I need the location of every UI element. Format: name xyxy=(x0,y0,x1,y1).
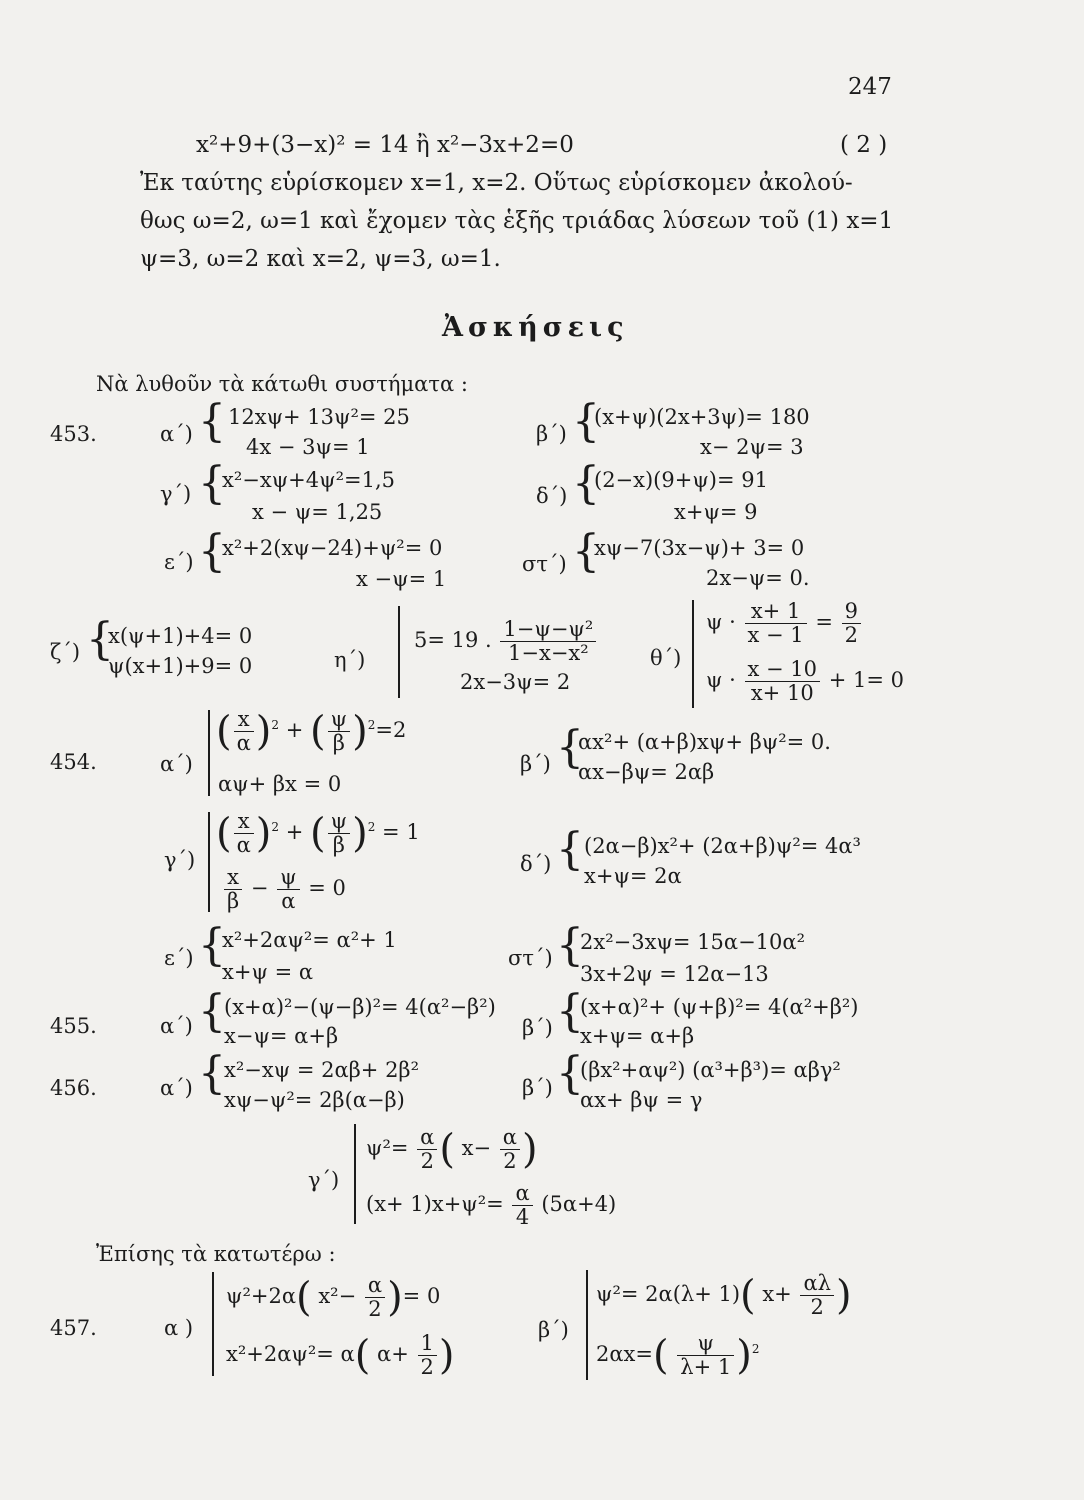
frac-den: 2 xyxy=(368,1297,382,1322)
brace: { xyxy=(198,396,226,447)
eq-456b-1: (βx²+αψ²) (α³+β³)= αβγ² xyxy=(580,1058,841,1082)
brace xyxy=(354,1124,358,1224)
eq-455a-1: (x+α)²−(ψ−β)²= 4(α²−β²) xyxy=(224,995,496,1019)
eq-453b-1: (x+ψ)(2x+3ψ)= 180 xyxy=(594,405,810,429)
brace: { xyxy=(198,986,226,1037)
brace xyxy=(208,812,212,912)
label-zeta: ζ΄) xyxy=(50,640,81,664)
eq-457a-2: x²+2αψ²= α( α+ $\frac{1}{2}$ ) xyxy=(226,1331,455,1380)
frac-den: λ+ 1 xyxy=(680,1355,732,1380)
eq-457b-2: 2αx=( $\frac{\psi}{\lambda+ 1}$ )$^2$ xyxy=(596,1331,760,1380)
label-beta: β΄) xyxy=(520,752,551,776)
frac-psi: ψ xyxy=(328,810,350,834)
eq-453h-den: 1−x−x² xyxy=(508,641,589,666)
eq-454a-1: ( $\frac{x}{\alpha}$ )$^2$ + ( $\frac{\psi}{\beta}$ )$^2$=2 xyxy=(216,707,407,756)
label-beta: β΄) xyxy=(522,1076,553,1100)
brace: { xyxy=(198,458,226,509)
exercise-number: 456. xyxy=(50,1076,97,1100)
frac-psi: ψ xyxy=(328,708,350,732)
eq-453th-2 xyxy=(706,658,904,705)
brace: { xyxy=(198,920,226,971)
sq: 2 xyxy=(271,820,280,835)
frac-num: αλ xyxy=(800,1272,834,1296)
eq-457b-1: ψ²= 2α(λ+ 1)( x+ $\frac{\alpha\lambda}{2}$ ) xyxy=(596,1271,852,1320)
eq-453th-eq: = xyxy=(815,610,833,635)
frac-beta: β xyxy=(227,889,240,914)
also-text: Ἐπίσης τὰ κατωτέρω : xyxy=(96,1242,336,1266)
eq-453th-rden: 2 xyxy=(844,623,859,648)
plus: + xyxy=(285,820,304,845)
eq-455a-2: x−ψ= α+β xyxy=(224,1024,339,1048)
eq-lhs: 2αx= xyxy=(596,1342,653,1367)
eq-lhs: ψ²+2α xyxy=(226,1284,297,1309)
label-delta: δ΄) xyxy=(520,852,552,876)
frac-den: 2 xyxy=(810,1295,824,1320)
eq-453d-1: (2−x)(9+ψ)= 91 xyxy=(594,468,768,492)
label-alpha: α ) xyxy=(164,1316,194,1340)
brace: { xyxy=(86,614,114,665)
frac-num: α xyxy=(512,1182,532,1206)
frac-num: α xyxy=(417,1126,437,1150)
intro-line-3: ψ=3, ω=2 καὶ x=2, ψ=3, ω=1. xyxy=(140,246,501,272)
eq-rhs: = 0 xyxy=(402,1284,441,1309)
frac-den: 2 xyxy=(420,1149,434,1174)
eq-453th-den1: x − 1 xyxy=(747,623,804,648)
label-epsilon: ε΄) xyxy=(164,550,194,574)
brace: { xyxy=(198,1048,226,1099)
eq-453st-2: 2x−ψ= 0. xyxy=(706,566,810,590)
eq-453g-2: x − ψ= 1,25 xyxy=(252,500,383,524)
eq-453h-2: 2x−3ψ= 2 xyxy=(460,670,571,694)
frac-beta: β xyxy=(332,833,345,858)
intro-equation: x²+9+(3−x)² = 14 ἢ x²−3x+2=0 xyxy=(196,132,574,158)
eq-453th-rhs: + 1= 0 xyxy=(828,668,904,693)
frac-beta: β xyxy=(332,731,345,756)
eq-455b-1: (x+α)²+ (ψ+β)²= 4(α²+β²) xyxy=(580,995,859,1019)
eq-454a-2: αψ+ βx = 0 xyxy=(218,772,342,796)
page-number: 247 xyxy=(848,74,892,100)
eq-rhs: = 1 xyxy=(382,820,420,845)
frac-x: x xyxy=(224,866,242,890)
intro-line-2: θως ω=2, ω=1 καὶ ἔχομεν τὰς ἑξῆς τριάδας λύσεων τοῦ (1) x=1 xyxy=(140,208,894,234)
eq-453a-1: 12xψ+ 13ψ²= 25 xyxy=(228,405,410,429)
eq-453b-2: x− 2ψ= 3 xyxy=(700,435,804,459)
eq-453g-1: x²−xψ+4ψ²=1,5 xyxy=(222,468,396,492)
label-beta: β΄) xyxy=(538,1318,569,1342)
label-beta: β΄) xyxy=(522,1016,553,1040)
eq-453th-rnum: 9 xyxy=(842,600,861,624)
eq-456g-2 xyxy=(366,1182,616,1229)
eq-453e-1: x²+2(xψ−24)+ψ²= 0 xyxy=(222,536,443,560)
eq-term: x+ xyxy=(762,1282,792,1307)
eq-453z-1: x(ψ+1)+4= 0 xyxy=(108,624,253,648)
eq-456a-1: x²−xψ = 2αβ+ 2β² xyxy=(224,1058,419,1082)
brace xyxy=(208,710,212,796)
brace xyxy=(398,606,402,698)
exercise-number: 454. xyxy=(50,750,97,774)
eq-453h-num: 1−ψ−ψ² xyxy=(500,618,596,642)
frac-num: 1 xyxy=(418,1332,437,1356)
brace xyxy=(212,1272,216,1376)
intro-line-1: Ἐκ ταύτης εὑρίσκομεν x=1, x=2. Οὕτως εὑρίσκομεν ἀκολού- xyxy=(140,170,853,196)
eq-453h-lhs: 5= 19 . xyxy=(414,628,492,653)
eq-453z-2: ψ(x+1)+9= 0 xyxy=(108,654,253,678)
frac-alpha: α xyxy=(236,833,251,858)
eq-453d-2: x+ψ= 9 xyxy=(674,500,758,524)
eq-454d-2: x+ψ= 2α xyxy=(584,864,682,888)
brace: { xyxy=(572,526,600,577)
frac-x: x xyxy=(234,708,254,732)
exercises-heading: Ἀσκήσεις xyxy=(442,312,629,343)
eq-453th-psi: ψ · xyxy=(706,610,736,635)
eq-454g-2 xyxy=(222,866,346,913)
eq-453e-2: x −ψ= 1 xyxy=(356,567,447,591)
eq-term: α+ xyxy=(377,1342,409,1367)
instructions: Νὰ λυθοῦν τὰ κάτωθι συστήματα : xyxy=(96,372,468,396)
label-delta: δ΄) xyxy=(536,484,568,508)
frac-den: 4 xyxy=(515,1205,530,1230)
eq-lhs: ψ²= xyxy=(366,1136,409,1161)
label-gamma: γ΄) xyxy=(164,848,196,872)
eq-453h-1 xyxy=(414,618,598,665)
eq-453th-psi: ψ · xyxy=(706,668,736,693)
eq-454st-1: 2x²−3xψ= 15α−10α² xyxy=(580,930,805,954)
label-epsilon: ε΄) xyxy=(164,946,194,970)
eq-454e-2: x+ψ = α xyxy=(222,960,314,984)
sq: 2 xyxy=(367,718,376,733)
eq-453a-2: 4x − 3ψ= 1 xyxy=(246,435,370,459)
eq-454d-1: (2α−β)x²+ (2α+β)ψ²= 4α³ xyxy=(584,834,861,858)
frac-num: α xyxy=(365,1274,385,1298)
eq-454b-2: αx−βψ= 2αβ xyxy=(578,760,715,784)
label-gamma: γ΄) xyxy=(308,1168,340,1192)
eq-rhs: =2 xyxy=(375,718,407,743)
eq-lhs: x²+2αψ²= α xyxy=(226,1342,355,1367)
brace xyxy=(692,600,696,708)
sq: 2 xyxy=(367,820,376,835)
brace: { xyxy=(572,458,600,509)
frac-num: α xyxy=(500,1126,520,1150)
eq-453th-1 xyxy=(706,600,863,647)
exercise-number: 453. xyxy=(50,422,97,446)
eq-454e-1: x²+2αψ²= α²+ 1 xyxy=(222,928,397,952)
plus: + xyxy=(285,718,304,743)
sq: 2 xyxy=(271,718,280,733)
eq-rhs: = 0 xyxy=(308,876,346,901)
label-theta: θ΄) xyxy=(650,646,682,670)
eq-457a-1: ψ²+2α( x²− $\frac{\alpha}{2}$ )= 0 xyxy=(226,1273,441,1322)
label-stigma: στ΄) xyxy=(508,946,553,970)
label-beta: β΄) xyxy=(536,422,567,446)
label-gamma: γ΄) xyxy=(160,482,192,506)
minus: − xyxy=(250,876,269,901)
eq-lhs: (x+ 1)x+ψ²= xyxy=(366,1192,504,1217)
eq-term: x²− xyxy=(318,1284,357,1309)
eq-455b-2: x+ψ= α+β xyxy=(580,1024,695,1048)
frac-den: 2 xyxy=(503,1149,517,1174)
eq-453th-den2: x+ 10 xyxy=(750,681,814,706)
frac-x: x xyxy=(234,810,254,834)
label-stigma: στ΄) xyxy=(522,552,567,576)
frac-psi: ψ xyxy=(277,866,299,890)
brace: { xyxy=(556,1048,584,1099)
eq-term: x− xyxy=(461,1136,492,1161)
eq-453th-num1: x+ 1 xyxy=(745,600,807,624)
brace: { xyxy=(556,986,584,1037)
eq-453th-num2: x − 10 xyxy=(745,658,821,682)
frac-den: 2 xyxy=(420,1355,434,1380)
eq-lhs: ψ²= 2α(λ+ 1) xyxy=(596,1282,741,1307)
eq-453st-1: xψ−7(3x−ψ)+ 3= 0 xyxy=(594,536,805,560)
brace xyxy=(586,1270,590,1380)
label-alpha: α΄) xyxy=(160,752,193,776)
brace: { xyxy=(556,920,584,971)
brace: { xyxy=(572,396,600,447)
intro-equation-number: ( 2 ) xyxy=(840,132,888,158)
eq-454b-1: αx²+ (α+β)xψ+ βψ²= 0. xyxy=(578,730,831,754)
exercise-number: 457. xyxy=(50,1316,97,1340)
frac-alpha: α xyxy=(281,889,296,914)
eq-456a-2: xψ−ψ²= 2β(α−β) xyxy=(224,1088,405,1112)
eq-456g-1: ψ²= $\frac{\alpha}{2}$ ( x− $\frac{\alpha}{2}$ ) xyxy=(366,1125,538,1174)
label-eta: η΄) xyxy=(334,648,366,672)
label-alpha: α΄) xyxy=(160,1014,193,1038)
label-alpha: α΄) xyxy=(160,1076,193,1100)
eq-rhs: (5α+4) xyxy=(541,1192,617,1217)
eq-456b-2: αx+ βψ = γ xyxy=(580,1088,703,1112)
sq: 2 xyxy=(751,1342,760,1357)
brace: { xyxy=(556,824,584,875)
eq-454g-1: ( $\frac{x}{\alpha}$ )$^2$ + ( $\frac{\psi}{\beta}$ )$^2$ = 1 xyxy=(216,809,420,858)
exercise-number: 455. xyxy=(50,1014,97,1038)
eq-454st-2: 3x+2ψ = 12α−13 xyxy=(580,962,769,986)
brace: { xyxy=(198,526,226,577)
label-alpha: α΄) xyxy=(160,422,193,446)
frac-num: ψ xyxy=(677,1332,734,1356)
brace: { xyxy=(556,722,584,773)
frac-alpha: α xyxy=(236,731,251,756)
